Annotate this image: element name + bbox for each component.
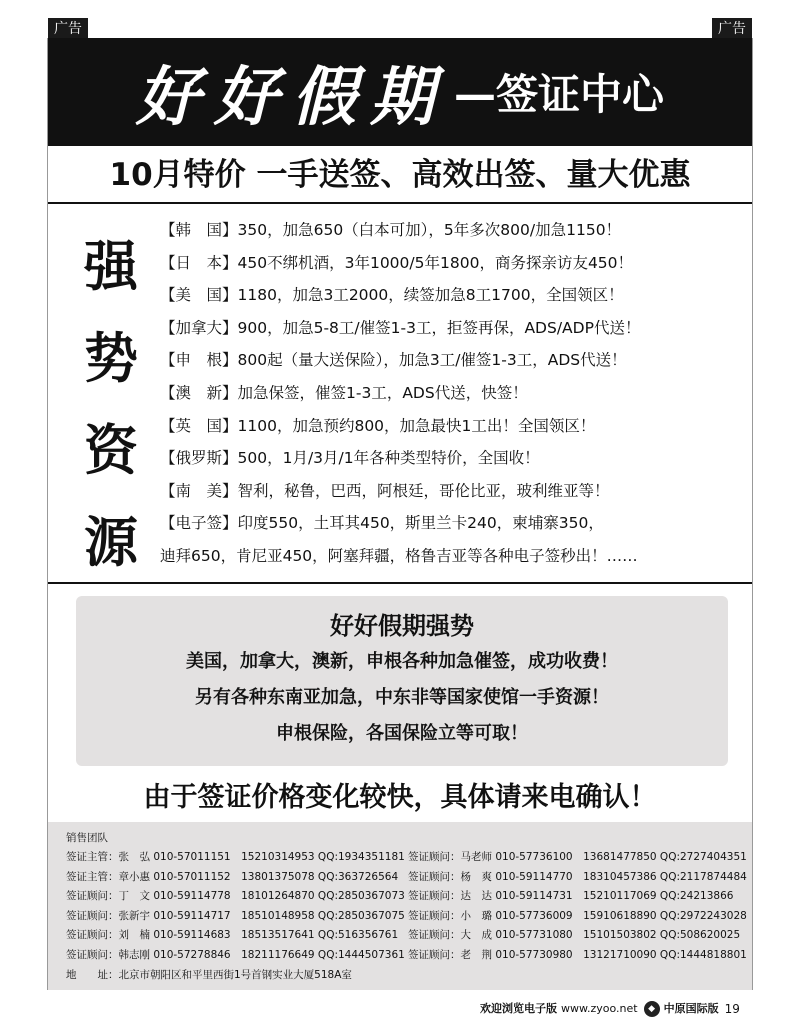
- resource-country: 【英 国】: [160, 416, 238, 435]
- list-item: [160, 410, 740, 443]
- contact-cell: 签证顾问：小 璐 010-57736009 15910618890 QQ:2972243028: [408, 909, 747, 922]
- contact-cell: 签证顾问：丁 文 010-59114778 18101264870 QQ:2850367073: [66, 890, 405, 902]
- price-notice: 由于签证价格变化较快，具体请来电确认！: [143, 782, 657, 813]
- sales-team: [48, 822, 752, 990]
- list-item: [160, 540, 740, 573]
- contact-cell: 签证主管：章小惠 010-57011152 13801375078 QQ:363726564: [66, 870, 399, 883]
- side-char: 源: [84, 510, 138, 574]
- banner-title: 好好假期: [135, 60, 448, 135]
- list-item: [160, 442, 740, 475]
- contact-cell: 签证主管：张 弘 010-57011151 15210314953 QQ:1934351181: [66, 851, 405, 863]
- contact-cell: 签证顾问：老 荆 010-57730980 13121710090 QQ:1444818801: [408, 948, 747, 961]
- page-number: 19: [724, 1002, 740, 1016]
- contact-cell: 签证顾问：韩志刚 010-57278846 18211176649 QQ:1444507361: [66, 948, 405, 961]
- side-heading: [80, 220, 142, 588]
- highlight-line: 另有各种东南亚加急，中东非等国家使馆一手资源！: [195, 687, 609, 708]
- resource-country: 【电子签】: [160, 514, 238, 533]
- ad-tag-right: 广告: [712, 18, 752, 40]
- sales-heading: 销售团队: [66, 832, 108, 844]
- resource-country: 【日 本】: [160, 253, 238, 272]
- list-item: [160, 475, 740, 508]
- highlight-line: 美国，加拿大，澳新，申根各种加急催签，成功收费！: [186, 651, 618, 672]
- contact-cell: 签证顾问：达 达 010-59114731 15210117069 QQ:24213866: [408, 890, 734, 902]
- resource-country: 【俄罗斯】: [160, 449, 238, 468]
- resource-text: 450不绑机酒，3年1000/5年1800，商务探亲访友450！: [237, 253, 634, 272]
- table-row: [66, 848, 752, 868]
- resource-country: 【韩 国】: [160, 221, 238, 239]
- side-char: 强: [84, 234, 138, 298]
- resource-list: [160, 214, 740, 573]
- resource-text: 500，1月/3月/1年各种类型特价，全国收！: [237, 449, 540, 468]
- footer-browse: 欢迎浏览电子版: [480, 1002, 557, 1015]
- resource-country: 【加拿大】: [160, 318, 238, 337]
- contact-cell: 签证顾问：大 成 010-57731080 15101503802 QQ:508620025: [408, 929, 741, 941]
- resource-text: 加急保签，催签1-3工，ADS代送，快签！: [237, 383, 528, 402]
- resource-text: 智利，秘鲁，巴西，阿根廷，哥伦比亚，玻利维亚等！: [237, 481, 610, 500]
- highlight-box: [76, 596, 728, 766]
- ad-tag-left: 广告: [48, 18, 88, 40]
- table-row: [66, 926, 752, 946]
- list-item: [160, 312, 740, 345]
- banner-subtitle: —签证中心: [453, 70, 664, 119]
- resource-country: 【申 根】: [160, 351, 238, 370]
- table-row: [66, 887, 752, 907]
- table-row: [66, 868, 752, 888]
- side-char: 势: [84, 326, 138, 390]
- headline: 10月特价 一手送签、高效出签、量大优惠: [48, 146, 752, 204]
- resource-country: 【澳 新】: [160, 383, 238, 402]
- highlight-title: 好好假期强势: [330, 612, 474, 640]
- resource-country: 【美 国】: [160, 286, 238, 305]
- resource-text: 900，加急5-8工/催签1-3工，拒签再保，ADS/ADP代送！: [237, 318, 641, 337]
- footer-edition: 中原国际版: [663, 1002, 719, 1015]
- resource-text: 1180，加急3工2000，续签加急8工1700，全国领区！: [237, 286, 624, 305]
- resource-text: 800起（量大送保险），加急3工/催签1-3工，ADS代送！: [237, 351, 627, 370]
- contact-cell: 签证顾问：刘 楠 010-59114683 18513517641 QQ:516356761: [66, 929, 399, 941]
- table-row: [66, 907, 752, 927]
- list-item: [160, 279, 740, 312]
- contact-cell: 签证顾问：张新宇 010-59114717 18510148958 QQ:2850367075: [66, 909, 405, 922]
- list-item: [160, 507, 740, 540]
- publication-logo-icon: ◆: [644, 1001, 660, 1017]
- title-banner: [48, 38, 752, 146]
- divider: [48, 582, 752, 584]
- resource-text: 迪拜650，肯尼亚450，阿塞拜疆，格鲁吉亚等各种电子签秒出！……: [160, 546, 638, 565]
- resource-text: 1100，加急预约800，加急最快1工出！全国领区！: [237, 416, 596, 435]
- footer-site-link[interactable]: www.zyoo.net: [561, 1002, 638, 1015]
- table-row: [66, 946, 752, 966]
- list-item: [160, 377, 740, 410]
- resource-text: 印度550，土耳其450，斯里兰卡240，柬埔寨350，: [237, 514, 604, 533]
- list-item: [160, 214, 740, 247]
- side-char: 资: [84, 418, 138, 482]
- contact-cell: 签证顾问：马老师 010-57736100 13681477850 QQ:2727404351: [408, 851, 747, 863]
- page-footer: [480, 998, 780, 1020]
- resource-text: 350，加急650（白本可加），5年多次800/加急1150！: [237, 221, 622, 239]
- address: 地 址：北京市朝阳区和平里西街1号首钢实业大厦518A室: [66, 969, 352, 981]
- contact-cell: 签证顾问：杨 爽 010-59114770 18310457386 QQ:2117874484: [408, 870, 747, 883]
- list-item: [160, 344, 740, 377]
- highlight-line: 申根保险，各国保险立等可取！: [276, 723, 528, 744]
- resource-country: 【南 美】: [160, 481, 238, 500]
- list-item: [160, 247, 740, 280]
